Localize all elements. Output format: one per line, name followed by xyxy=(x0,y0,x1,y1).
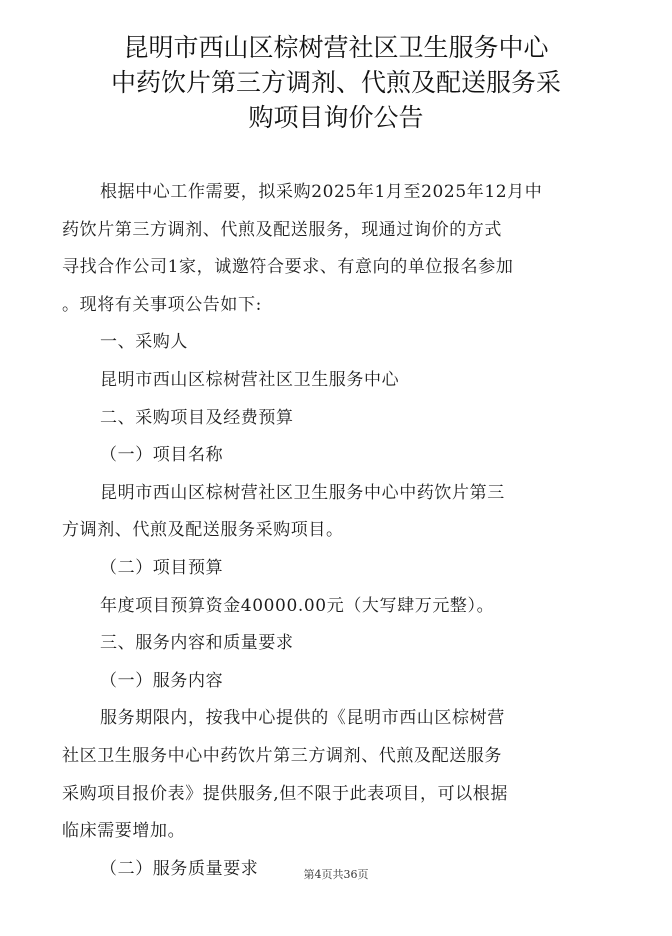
section-heading-project-budget: 二、采购项目及经费预算 xyxy=(100,407,294,428)
project-name-line: 方调剂、代煎及配送服务采购项目。 xyxy=(62,520,344,541)
subheading-service-content: （一）服务内容 xyxy=(100,670,224,691)
service-content-line: 采购项目报价表》提供服务,但不限于此表项目，可以根据 xyxy=(62,783,509,804)
subheading-project-budget: （二）项目预算 xyxy=(100,557,224,578)
intro-line: 寻找合作公司1家，诚邀符合要求、有意向的单位报名参加 xyxy=(62,257,514,278)
section-heading-service: 三、服务内容和质量要求 xyxy=(100,633,294,654)
service-content-line: 社区卫生服务中心中药饮片第三方调剂、代煎及配送服务 xyxy=(62,745,502,766)
title-line-2: 中药饮片第三方调剂、代煎及配送服务采 xyxy=(110,68,561,97)
intro-line: 根据中心工作需要，拟采购2025年1月至2025年12月中 xyxy=(100,182,543,202)
budget-amount: 年度项目预算资金40000.00元（大写肆万元整）。 xyxy=(100,595,495,616)
title-line-3: 购项目询价公告 xyxy=(248,103,424,132)
document-title xyxy=(60,30,612,135)
purchaser-name: 昆明市西山区棕树营社区卫生服务中心 xyxy=(100,369,400,390)
subheading-project-name: （一）项目名称 xyxy=(100,445,224,466)
section-heading-purchaser: 一、采购人 xyxy=(100,332,188,353)
page-number-footer: 第4页共36页 xyxy=(303,868,369,881)
intro-line: 药饮片第三方调剂、代煎及配送服务，现通过询价的方式 xyxy=(62,219,502,240)
intro-line: 。现将有关事项公告如下: xyxy=(62,294,262,315)
title-line-1: 昆明市西山区棕树营社区卫生服务中心 xyxy=(123,33,549,62)
service-content-line: 临床需要增加。 xyxy=(62,821,186,842)
project-name-line: 昆明市西山区棕树营社区卫生服务中心中药饮片第三 xyxy=(100,482,505,503)
document-body xyxy=(62,174,622,888)
service-content-line: 服务期限内，按我中心提供的《昆明市西山区棕树营 xyxy=(100,708,505,729)
subheading-service-quality: （二）服务质量要求 xyxy=(100,858,259,879)
